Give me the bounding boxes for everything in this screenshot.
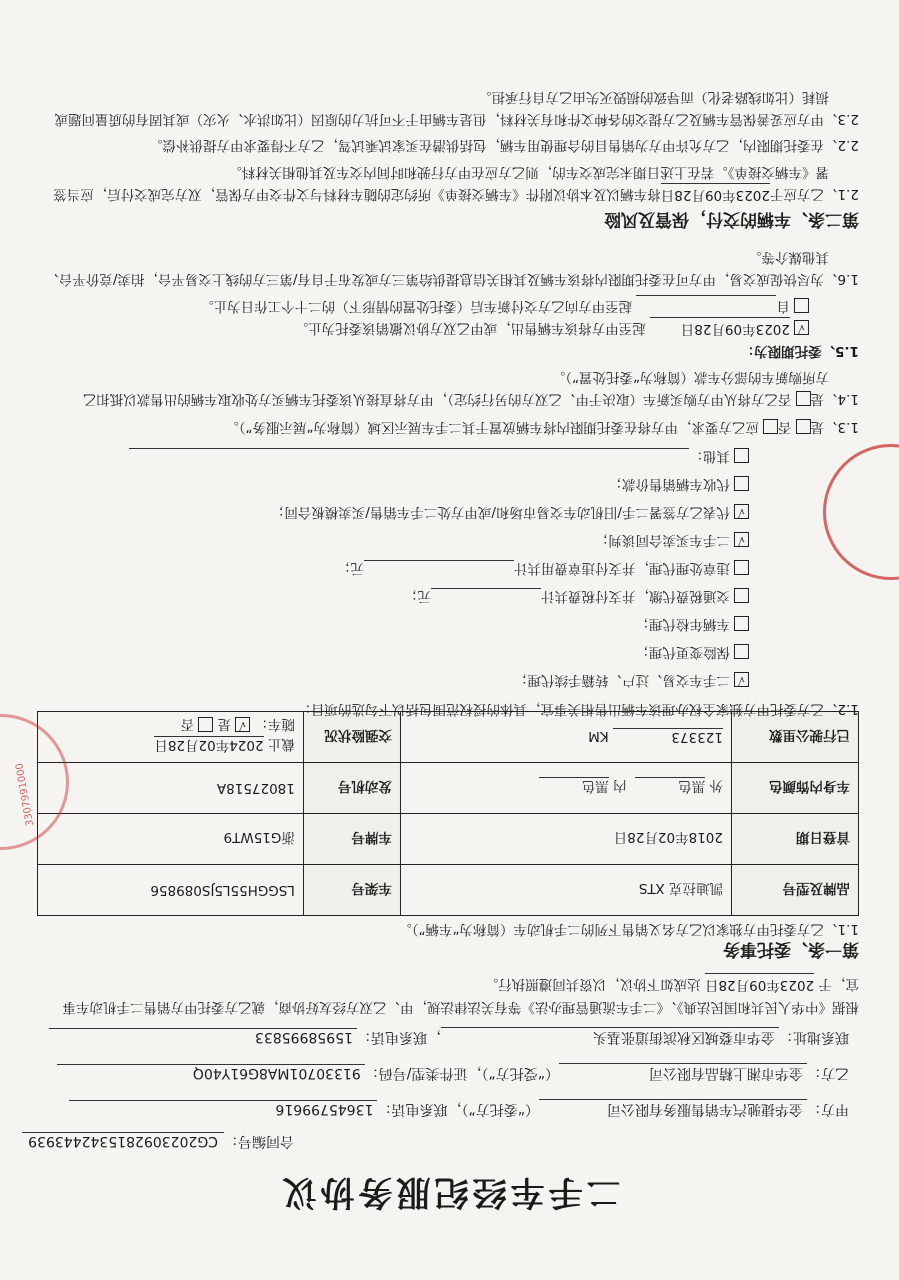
party-b-phone: 15958995833: [49, 1028, 357, 1045]
party-a-phone: 13645799616: [69, 1100, 377, 1117]
insurance-yes-checkbox[interactable]: √: [235, 717, 250, 732]
clause-2-3: 2.3、甲方应妥善保管车辆及乙方提交的各种文件和有关材料，但是车辆由于不可抗力的原因（比如洪水、火灾）或其固有的质量问题或 损耗（比如线路老化）而导致的损毁灭失由乙方自行承担。: [54, 89, 859, 127]
party-b-addr: 金华市婺城区秋滨街道张基头: [441, 1027, 779, 1048]
clause-1-6: 1.6、为尽快促成交易，甲方可在委托期限内将该车辆及其相关信息提供给第三方或发布于自有/第三方的线上交易平台，拍卖/竞价平台、 其他媒介等。: [45, 249, 859, 287]
option-item: √二手车交易、过户、转籍手续代理；: [514, 672, 749, 692]
contract-number: 合同编号：CG2023092815342443939: [22, 1132, 294, 1152]
company-seal: [823, 444, 899, 580]
clause-1-5: 1.5、委托期限为： √2023年09月28日 起至甲方将该车辆售出，或甲乙双方协议撤销该委托为止。 自 起至甲方向乙方交付新车后（委托处置的情形下）的二十个工作日为止。: [29, 295, 859, 362]
clause-1-3: 1.3、是否应乙方要求，甲方将在委托期限内将车辆放置于其二手车展示区域（简称为“展示服务”）。: [225, 419, 859, 435]
preamble: 根据《中华人民共和国民法典》、《二手车流通管理办法》等有关法律法规，甲、乙双方经友好协商，就乙方委托甲方销售二手机动车事 宜，于 2023年09月28日 达成如下协议，以资共同遵照执行。: [29, 973, 859, 1018]
document-title: 二手车经纪服务协议: [278, 1172, 621, 1212]
table-row: 品牌及型号 凯迪拉克 XTS 车架号 LSGGH55L5JS089856: [38, 865, 859, 916]
option-item: √代表乙方签署二手/旧机动车交易市场和/或甲方处二手车销售/买卖模板合同；: [271, 504, 749, 524]
option-item: 违章处理代理，并支付违章费用共计元；: [337, 560, 749, 580]
clause-2-2: 2.2、在委托期限内，乙方允许甲方为销售目的合理使用车辆，包括供潜在买家试乘试驾，乙方不得要求甲方提供补偿。: [149, 137, 859, 153]
party-a: 甲方：金华捷驰汽车销售服务有限公司（“委托方”），联系电话：13645799616: [69, 1099, 849, 1120]
clause-1-2: 1.2、乙方委托甲方独家全权办理该车辆出售相关事宜，具体的授权范围包括以下勾选的项目：: [297, 701, 859, 717]
insurance-no-checkbox[interactable]: [198, 717, 213, 732]
vehicle-table: [37, 711, 859, 916]
table-row: 首登日期 2018年02月28日 车牌号 浙G15WT9: [38, 814, 859, 865]
option-item: 车辆年检代理；: [636, 616, 750, 636]
clause-1-4: 1.4、是否乙方将从甲方购买新车（取决于甲、乙双方的另行约定），甲方将直接从该委托车辆买方处收取车辆的出售款以抵扣乙 方所购新车的部分车款（简称为“委托处置”）。: [82, 369, 859, 407]
section-2-title: 第二条、车辆的交付，保管及风险: [604, 209, 859, 229]
party-b: 乙方：金华市湘上精品有限公司（“受托方”），证件类型/号码：91330701MA8G61Y40Q: [57, 1063, 849, 1084]
option-item: 代收车辆销售价款；: [609, 476, 750, 496]
table-row: 车身内饰颜色 外 黑色 内 黑色 发动机号 18027518A: [38, 763, 859, 814]
party-b-id: 91330701MA8G61Y40Q: [57, 1064, 365, 1081]
seal-number: 3307991000: [14, 762, 37, 827]
table-row: 已行驶公里数 123373 KM 交强险状况 截止 2024年02月28日 随车： √是 否: [38, 712, 859, 763]
clause-1-1: 1.1、乙方委托甲方独家以乙方名义销售下列的二手机动车（简称为“车辆”）。: [398, 921, 859, 937]
option-item: 保险变更代理；: [636, 644, 750, 664]
party-b-address: 联系地址：金华市婺城区秋滨街道张基头，联系电话：15958995833: [49, 1027, 849, 1048]
party-a-name: 金华捷驰汽车销售服务有限公司: [539, 1099, 807, 1120]
option-item: 交通税费代缴，并支付税费共计元；: [404, 588, 749, 608]
option-item: 其他：: [130, 448, 750, 468]
party-b-name: 金华市湘上精品有限公司: [559, 1063, 807, 1084]
option-item: √二手车买卖合同谈判；: [595, 532, 749, 552]
clause-2-1: 2.1、乙方应于2023年09月28日将车辆以及本协议附件《车辆交接单》所约定的随车材料与文件交甲方保管，双方完成交付后，应当签 署《车辆交接单》。若在上述日期未完成交车的，则乙方应在甲方行驶和时间内交车及其他相关材料。: [19, 161, 859, 206]
section-1-title: 第一条、委托事务: [723, 939, 859, 959]
